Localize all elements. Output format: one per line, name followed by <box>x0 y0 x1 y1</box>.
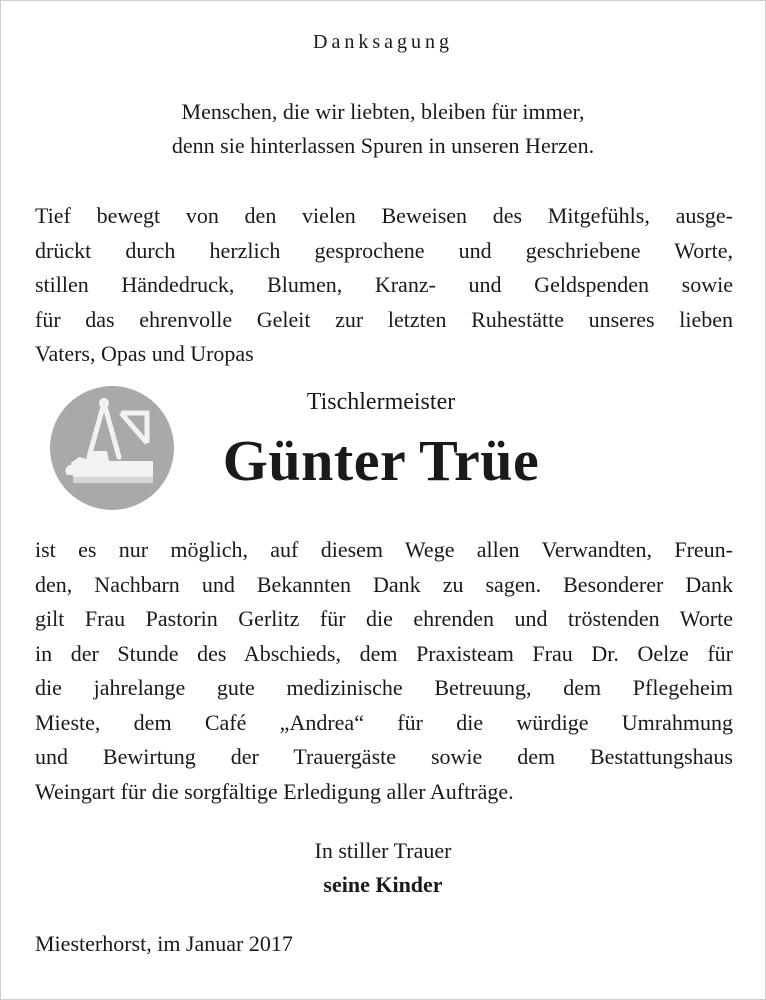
paragraph-line: Vaters, Opas und Uropas <box>35 341 254 366</box>
paragraph-line: gilt Frau Pastorin Gerlitz für die ehrenden und tröstenden Worte <box>35 606 733 631</box>
motto-line: denn sie hinterlassen Spuren in unseren Herzen. <box>171 133 595 158</box>
paragraph-line: drückt durch herzlich gesprochene und geschriebene Worte, <box>35 237 733 263</box>
paragraph-line: den, Nachbarn und Bekannten Dank zu sagen. Besonderer Dank <box>35 571 733 597</box>
paragraph-line: und Bewirtung der Trauergäste sowie dem Bestattungshaus <box>35 744 733 769</box>
closing-signature <box>1 834 765 902</box>
paragraph-line: ist es nur möglich, auf diesem Wege allen Verwandten, Freun- <box>35 537 733 562</box>
motto-line: Menschen, die wir liebten, bleiben für immer, <box>181 99 585 124</box>
paragraph-line: Mieste, dem Café „Andrea“ für die würdige Umrahmung <box>35 709 733 735</box>
thanks-paragraph <box>35 533 733 809</box>
paragraph-line: Tief bewegt von den vielen Beweisen des Mitgefühls, ausge- <box>35 203 733 228</box>
paragraph-line: für das ehrenvolle Geleit zur letzten Ruhestätte unseres lieben <box>35 306 733 332</box>
carpenter-tools-emblem-icon <box>49 385 175 511</box>
deceased-profession: Tischlermeister <box>306 389 456 415</box>
paragraph-line: die jahrelange gute medizinische Betreuung, dem Pflegeheim <box>35 675 733 700</box>
deceased-name: Günter Trüe <box>222 428 540 493</box>
signatories: seine Kinder <box>323 872 443 897</box>
motto-verse <box>1 95 765 163</box>
paragraph-line: stillen Händedruck, Blumen, Kranz- und Geldspenden sowie <box>35 272 733 297</box>
paragraph-line: Weingart für die sorgfältige Erledigung aller Aufträge. <box>35 778 514 804</box>
notice-heading: Danksagung <box>313 31 453 53</box>
closing-line: In stiller Trauer <box>314 838 452 863</box>
paragraph-line: in der Stunde des Abschieds, dem Praxisteam Frau Dr. Oelze für <box>35 640 733 666</box>
intro-paragraph <box>35 199 733 372</box>
place-and-date: Miesterhorst, im Januar 2017 <box>35 931 293 956</box>
